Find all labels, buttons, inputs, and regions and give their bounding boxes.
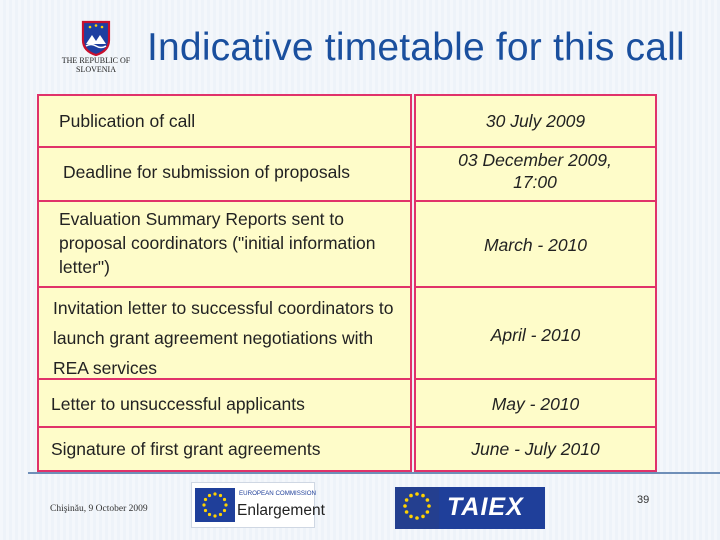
european-commission-enlargement-logo [191, 482, 325, 528]
event-text: Publication of call [59, 111, 196, 131]
taiex-logo [395, 487, 545, 529]
slovenia-coat-of-arms-icon [80, 20, 112, 56]
date-text: April - 2010 [490, 325, 581, 345]
ec-logo-line2: Enlargement [237, 502, 325, 519]
event-text: Invitation letter to successful coordinators to launch grant agreement negotiations with REA services [53, 298, 394, 378]
event-text: Deadline for submission of proposals [63, 162, 350, 182]
footer-divider [28, 472, 720, 474]
date-text: June - July 2010 [471, 439, 600, 459]
date-text: 30 July 2009 [485, 111, 586, 131]
ec-logo-line1: EUROPEAN COMMISSION [239, 490, 317, 497]
footer-place-date: Chişinău, 9 October 2009 [50, 504, 148, 514]
event-text: Signature of first grant agreements [51, 439, 321, 459]
slide-header [0, 0, 720, 90]
country-label: THE REPUBLIC OF SLOVENIA [61, 56, 131, 74]
taiex-logo-text: TAIEX [447, 493, 524, 521]
date-text: May - 2010 [491, 394, 580, 414]
slide-title: Indicative timetable for this call [147, 26, 685, 69]
event-text: Letter to unsuccessful applicants [51, 394, 305, 414]
date-text: 03 December 2009, 17:00 [458, 150, 612, 192]
date-text: March - 2010 [483, 235, 588, 255]
event-text: Evaluation Summary Reports sent to proposal coordinators ("initial information letter") [59, 209, 376, 277]
eu-flag-icon [195, 488, 235, 522]
page-number: 39 [637, 494, 650, 506]
eu-flag-icon [395, 487, 439, 529]
